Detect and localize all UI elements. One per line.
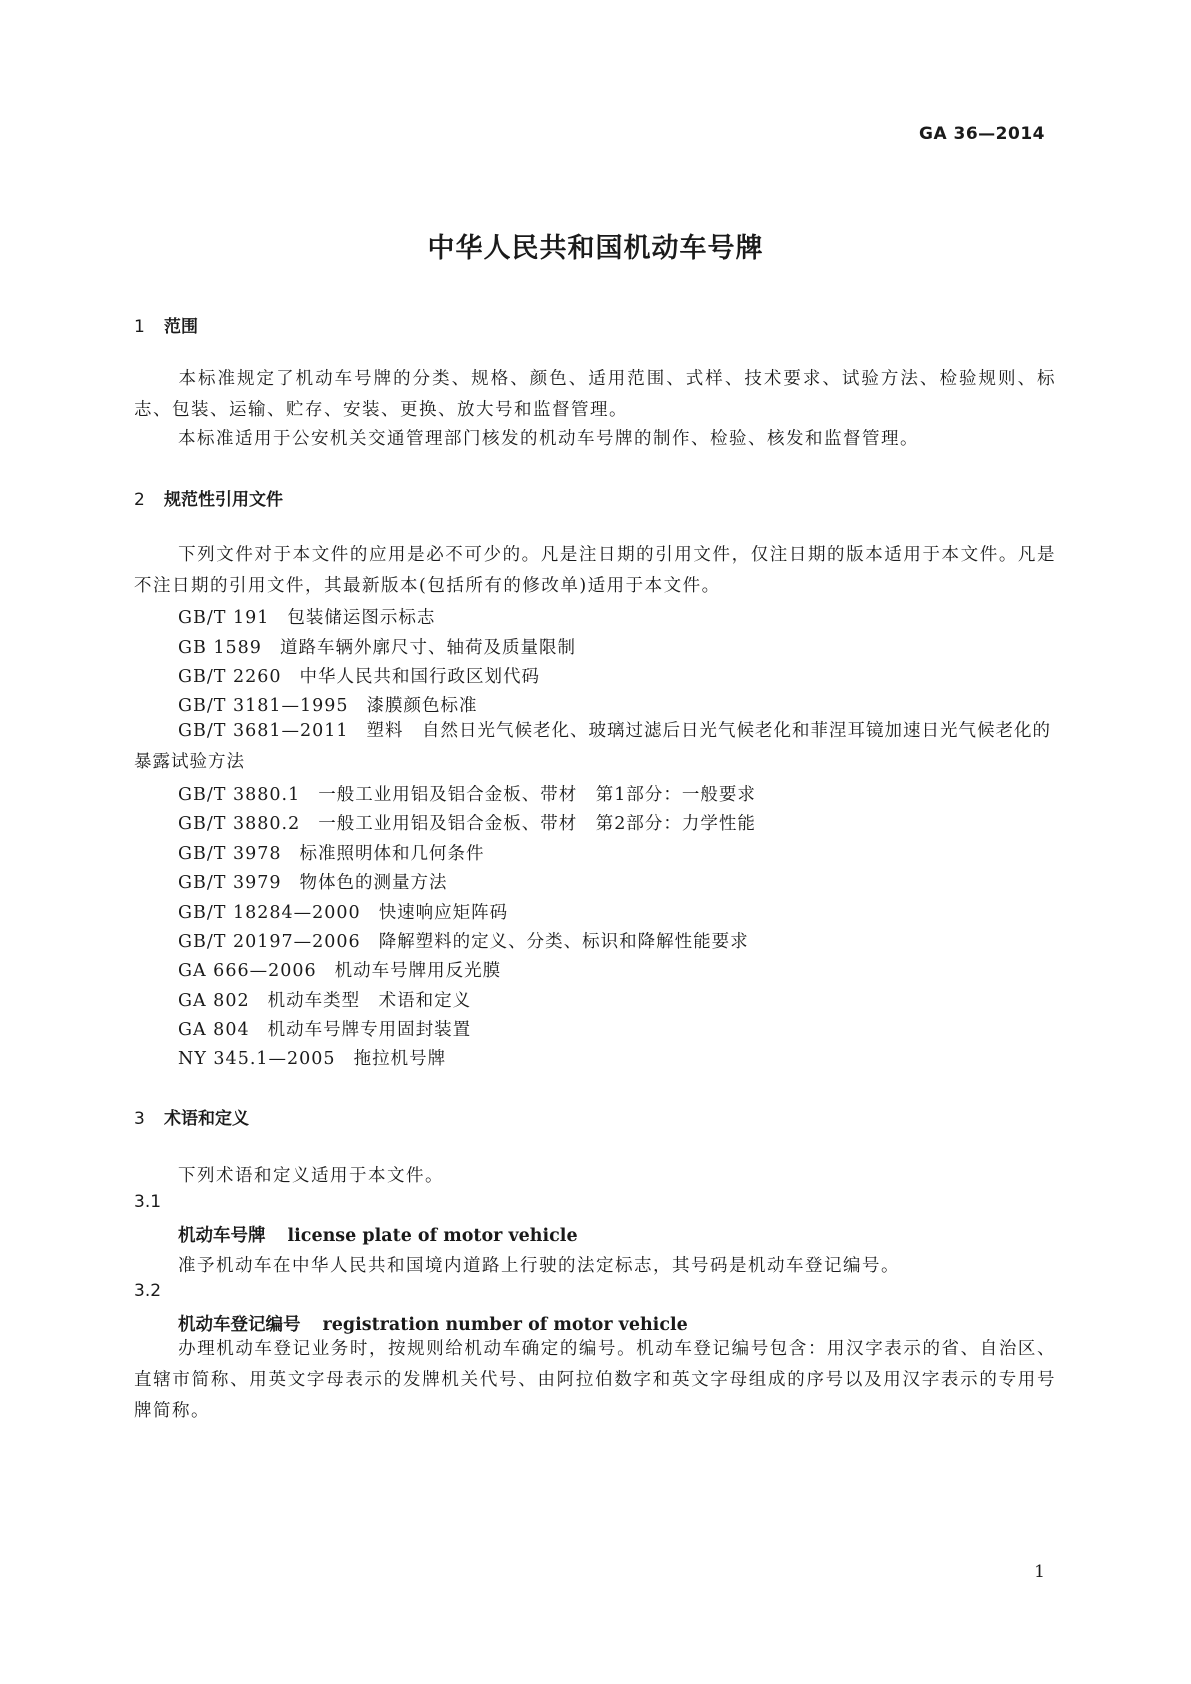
section-1-para-2 [134, 424, 1056, 455]
reference-item [178, 957, 501, 982]
term-en: registration number of motor vehicle [322, 1315, 688, 1335]
section-number: 2 [134, 490, 145, 510]
section-3-heading [134, 1104, 249, 1129]
term-number: 3.1 [134, 1192, 162, 1212]
reference-code: GB/T 3181—1995 [178, 696, 349, 716]
reference-item [178, 928, 749, 953]
reference-code: GB/T 3880.2 [178, 814, 301, 834]
reference-title: 快速响应矩阵码 [378, 903, 509, 923]
section-number: 3 [134, 1109, 145, 1129]
reference-item [178, 987, 471, 1012]
reference-code: NY 345.1—2005 [178, 1049, 336, 1069]
reference-item [178, 604, 435, 629]
reference-item [178, 1016, 471, 1041]
section-2-intro [134, 540, 1056, 602]
reference-title: 降解塑料的定义、分类、标识和降解性能要求 [378, 932, 749, 952]
reference-title: 机动车号牌用反光膜 [334, 961, 502, 981]
paragraph-text: 下列文件对于本文件的应用是必不可少的。凡是注日期的引用文件，仅注日期的版本适用于本文件。凡是不注日期的引用文件，其最新版本(包括所有的修改单)适用于本文件。 [134, 545, 1056, 596]
reference-title: 机动车类型 术语和定义 [267, 991, 472, 1011]
reference-title: 标准照明体和几何条件 [299, 844, 485, 864]
standard-number: GA 36—2014 [918, 124, 1045, 144]
section-title: 规范性引用文件 [164, 490, 283, 510]
section-1-para-1 [134, 364, 1056, 426]
page-number: 1 [1034, 1562, 1045, 1582]
reference-title: 包装储运图示标志 [287, 608, 436, 628]
section-2-heading [134, 485, 283, 510]
reference-title: 漆膜颜色标准 [366, 696, 478, 716]
section-3-intro: 下列术语和定义适用于本文件。 [178, 1166, 444, 1186]
reference-title: 中华人民共和国行政区划代码 [299, 667, 541, 687]
reference-code: GB/T 3979 [178, 873, 282, 893]
paragraph-text: 本标准适用于公安机关交通管理部门核发的机动车号牌的制作、检验、核发和监督管理。 [178, 429, 919, 449]
section-number: 1 [134, 317, 145, 337]
term-heading [178, 1222, 578, 1247]
section-title: 范围 [164, 317, 198, 337]
reference-title: 一般工业用铝及铝合金板、带材 第1部分：一般要求 [318, 785, 756, 805]
term-definition: 准予机动车在中华人民共和国境内道路上行驶的法定标志，其号码是机动车登记编号。 [178, 1256, 900, 1276]
reference-item [178, 1045, 446, 1070]
paragraph-text: 办理机动车登记业务时，按规则给机动车确定的编号。机动车登记编号包含：用汉字表示的省、自治区、直辖市简称、用英文字母表示的发牌机关代号、由阿拉伯数字和英文字母组成的序号以及用汉字表示的专用号牌简称。 [134, 1339, 1056, 1421]
reference-item [178, 663, 540, 688]
reference-item [178, 899, 508, 924]
reference-title: 道路车辆外廓尺寸、轴荷及质量限制 [279, 638, 576, 658]
document-title: 中华人民共和国机动车号牌 [427, 233, 764, 264]
reference-item [178, 810, 756, 835]
reference-item [178, 869, 448, 894]
term-zh: 机动车登记编号 [178, 1315, 301, 1335]
reference-item [178, 634, 576, 659]
section-1-heading [134, 312, 198, 337]
reference-code: GB/T 3978 [178, 844, 282, 864]
reference-code: GB/T 18284—2000 [178, 903, 361, 923]
term-zh: 机动车号牌 [178, 1226, 266, 1246]
reference-title: 一般工业用铝及铝合金板、带材 第2部分：力学性能 [318, 814, 756, 834]
reference-code: GA 802 [178, 991, 250, 1011]
paragraph-text: 本标准规定了机动车号牌的分类、规格、颜色、适用范围、式样、技术要求、试验方法、检验规则、标志、包装、运输、贮存、安装、更换、放大号和监督管理。 [134, 369, 1056, 420]
reference-code: GA 804 [178, 1020, 250, 1040]
reference-code: GB/T 191 [178, 608, 270, 628]
reference-code: GA 666—2006 [178, 961, 317, 981]
reference-code: GB/T 3681—2011 [178, 721, 349, 741]
section-title: 术语和定义 [164, 1109, 249, 1129]
reference-code: GB/T 3880.1 [178, 785, 301, 805]
reference-item [178, 692, 478, 717]
reference-title: 机动车号牌专用固封装置 [267, 1020, 472, 1040]
term-en: license plate of motor vehicle [287, 1226, 578, 1246]
reference-title: 拖拉机号牌 [353, 1049, 447, 1069]
reference-item [134, 716, 1056, 778]
reference-item [178, 840, 485, 865]
reference-code: GB 1589 [178, 638, 262, 658]
term-definition [134, 1334, 1056, 1427]
reference-title: 塑料 自然日光气候老化、玻璃过滤后日光气候老化和菲涅耳镜加速日光气候老化的暴露试验方法 [134, 721, 1052, 772]
reference-item [178, 781, 756, 806]
reference-title: 物体色的测量方法 [299, 873, 448, 893]
reference-code: GB/T 2260 [178, 667, 282, 687]
term-heading [178, 1311, 688, 1336]
reference-code: GB/T 20197—2006 [178, 932, 361, 952]
term-number: 3.2 [134, 1281, 162, 1301]
